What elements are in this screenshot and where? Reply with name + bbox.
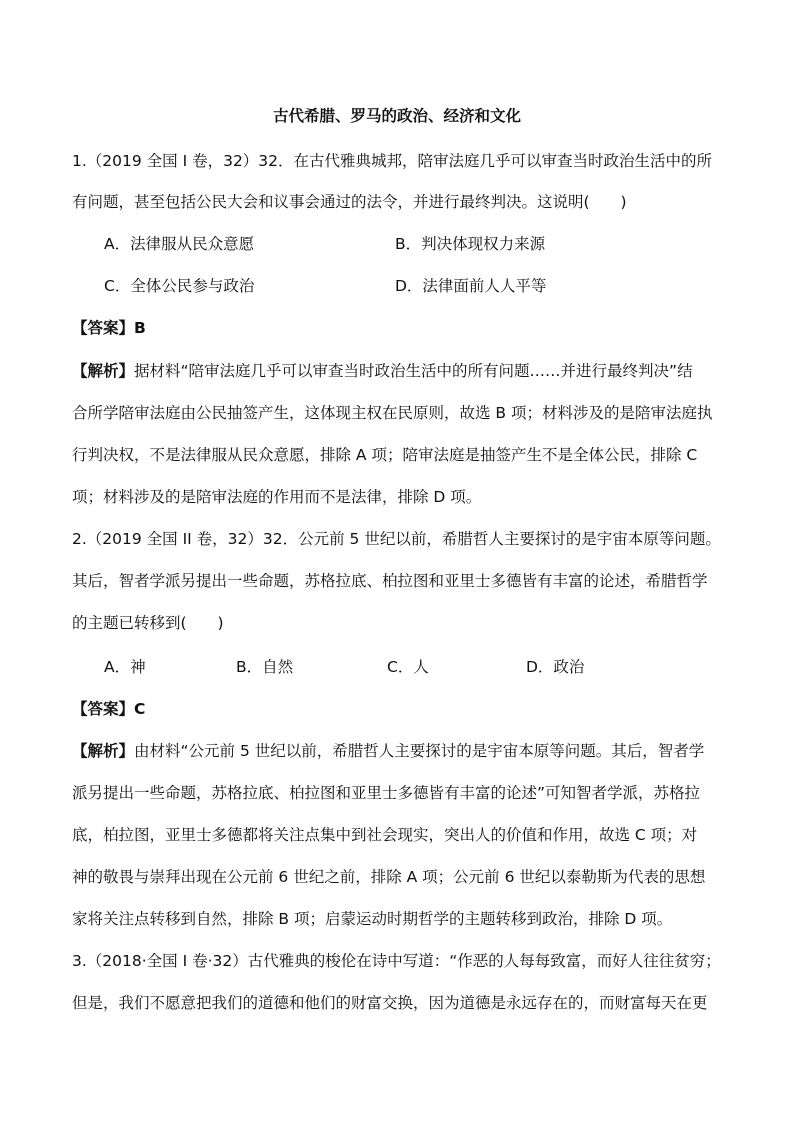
q1-analysis-line-1 bbox=[72, 360, 732, 382]
q2-option-c: C．人 bbox=[387, 658, 429, 676]
document-title: 古代希腊、罗马的政治、经济和文化 bbox=[272, 107, 521, 125]
q2-stem-line-1: 2.（2019 全国 II 卷，32）32．公元前 5 世纪以前，希腊哲人主要探讨的是宇宙本原等问题。 bbox=[72, 530, 721, 548]
q1-stem-line-1: 1.（2019 全国 I 卷，32）32．在古代雅典城邦，陪审法庭几乎可以审查当时政治生活中的所 bbox=[72, 152, 713, 170]
q1-option-d: D．法律面前人人平等 bbox=[395, 277, 547, 295]
q2-analysis-text-1: 由材料“公元前 5 世纪以前，希腊哲人主要探讨的是宇宙本原等问题。其后，智者学 bbox=[134, 742, 705, 760]
q1-answer: 【答案】B bbox=[72, 319, 146, 337]
q2-analysis-line-5: 家将关注点转移到自然，排除 B 项；启蒙运动时期哲学的主题转移到政治，排除 D 项。 bbox=[72, 910, 673, 928]
q2-option-a: A．神 bbox=[104, 658, 146, 676]
q3-stem-line-1: 3.（2018·全国 I 卷·32）古代雅典的梭伦在诗中写道：“作恶的人每每致富，而好人往往贫穷； bbox=[72, 952, 721, 970]
q2-analysis-line-3: 底，柏拉图，亚里士多德都将关注点集中到社会现实，突出人的价值和作用，故选 C 项；对 bbox=[72, 826, 698, 844]
q2-option-d: D．政治 bbox=[526, 658, 585, 676]
q1-analysis-label: 【解析】 bbox=[72, 362, 135, 380]
q1-analysis-line-3: 行判决权，不是法律服从民众意愿，排除 A 项；陪审法庭是抽签产生不是全体公民，排除 C bbox=[72, 446, 698, 464]
q2-stem-line-3: 的主题已转移到( ) bbox=[72, 614, 224, 632]
q1-option-a: A．法律服从民众意愿 bbox=[104, 235, 255, 253]
q2-answer: 【答案】C bbox=[72, 700, 146, 718]
q2-analysis-label: 【解析】 bbox=[72, 742, 135, 760]
q2-stem-line-2: 其后，智者学派另提出一些命题，苏格拉底、柏拉图和亚里士多德皆有丰富的论述，希腊哲学 bbox=[72, 572, 708, 590]
q2-analysis-line-1 bbox=[72, 740, 732, 762]
q2-option-b: B．自然 bbox=[236, 658, 294, 676]
q1-analysis-text-1: 据材料“陪审法庭几乎可以审查当时政治生活中的所有问题……并进行最终判决”结 bbox=[134, 362, 693, 380]
q1-analysis-line-4: 项；材料涉及的是陪审法庭的作用而不是法律，排除 D 项。 bbox=[72, 488, 482, 506]
q1-option-b: B．判决体现权力来源 bbox=[395, 235, 546, 253]
q2-analysis-line-4: 神的敬畏与崇拜出现在公元前 6 世纪之前，排除 A 项；公元前 6 世纪以泰勒斯为代表的思想 bbox=[72, 868, 706, 886]
q1-option-c: C．全体公民参与政治 bbox=[104, 277, 255, 295]
q3-stem-line-2: 但是，我们不愿意把我们的道德和他们的财富交换，因为道德是永远存在的，而财富每天在更 bbox=[72, 994, 708, 1012]
q1-stem-line-2: 有问题，甚至包括公民大会和议事会通过的法令，并进行最终判决。这说明( ) bbox=[72, 193, 627, 211]
q1-analysis-line-2: 合所学陪审法庭由公民抽签产生，这体现主权在民原则，故选 B 项；材料涉及的是陪审法庭执 bbox=[72, 404, 713, 422]
q2-analysis-line-2: 派另提出一些命题，苏格拉底、柏拉图和亚里士多德皆有丰富的论述”可知智者学派，苏格拉 bbox=[72, 784, 701, 802]
